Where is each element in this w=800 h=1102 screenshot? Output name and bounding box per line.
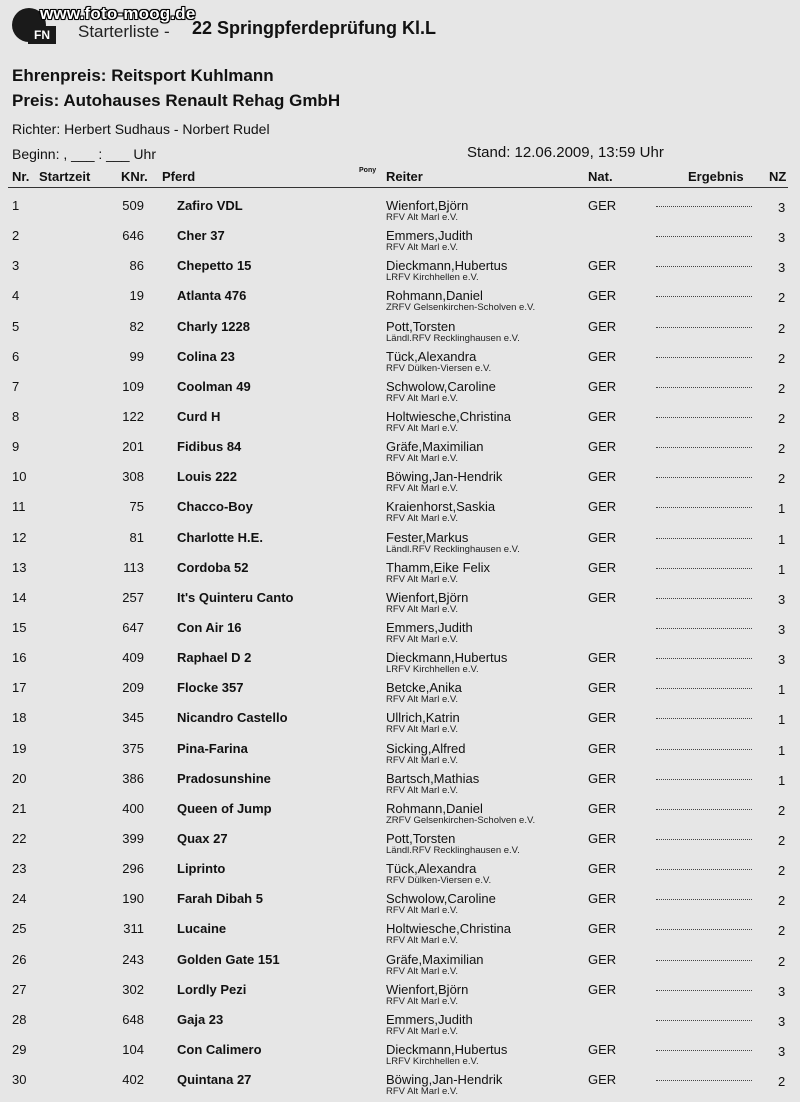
row-nz: 3: [778, 652, 786, 668]
row-nr: 8: [12, 408, 20, 424]
table-row: [0, 650, 800, 680]
row-nz: 3: [778, 1043, 786, 1059]
row-club: RFV Alt Marl e.V.: [386, 995, 458, 1007]
row-result-placeholder: [656, 686, 752, 689]
row-result-placeholder: [656, 445, 752, 448]
row-rider: Fester,Markus: [386, 529, 469, 545]
row-club: RFV Dülken-Viersen e.V.: [386, 362, 492, 374]
row-knr: 86: [129, 258, 144, 274]
row-knr: 209: [122, 680, 144, 696]
row-nz: 3: [778, 200, 786, 215]
stand-timestamp: Stand: 12.06.2009, 13:59 Uhr: [467, 144, 664, 161]
row-nr: 15: [12, 619, 27, 635]
row-knr: 82: [129, 318, 144, 334]
row-horse: Con Air 16: [177, 619, 242, 635]
table-row: [0, 349, 800, 379]
table-row: [0, 439, 800, 469]
row-nr: 24: [12, 891, 27, 907]
row-club: Ländl.RFV Recklinghausen e.V.: [386, 543, 520, 555]
row-knr: 113: [123, 559, 144, 575]
row-result-placeholder: [656, 204, 752, 207]
col-header-knr: KNr.: [121, 169, 148, 184]
row-nr: 23: [12, 861, 27, 877]
row-rider: Schwolow,Caroline: [386, 891, 496, 907]
row-club: RFV Alt Marl e.V.: [386, 1025, 458, 1037]
row-nat: GER: [588, 439, 617, 455]
row-nz: 2: [778, 471, 786, 487]
row-nz: 1: [778, 742, 786, 758]
table-row: [0, 620, 800, 650]
row-horse: Pina-Farina: [177, 740, 248, 756]
row-nat: GER: [588, 499, 617, 515]
row-result-placeholder: [656, 355, 752, 358]
row-rider: Ullrich,Katrin: [386, 710, 460, 726]
row-result-placeholder: [656, 1018, 752, 1021]
row-nz: 2: [778, 350, 786, 366]
row-nr: 16: [12, 650, 27, 666]
row-horse: Pradosunshine: [177, 770, 271, 786]
row-rider: Böwing,Jan-Hendrik: [386, 469, 503, 485]
row-nz: 2: [778, 441, 786, 457]
row-club: RFV Alt Marl e.V.: [386, 603, 458, 615]
row-knr: 75: [129, 499, 144, 515]
row-nr: 26: [12, 951, 27, 967]
col-header-pony: Pony: [359, 167, 377, 174]
row-rider: Emmers,Judith: [386, 619, 473, 635]
row-nz: 2: [778, 410, 786, 426]
col-header-nat: Nat.: [588, 169, 613, 184]
row-rider: Pott,Torsten: [386, 830, 456, 846]
row-rider: Dieckmann,Hubertus: [386, 258, 508, 274]
row-knr: 109: [122, 378, 144, 394]
row-nat: GER: [588, 408, 617, 424]
table-row: [0, 288, 800, 318]
row-club: RFV Dülken-Viersen e.V.: [386, 875, 492, 887]
row-club: RFV Alt Marl e.V.: [386, 724, 458, 736]
row-horse: Louis 222: [177, 469, 237, 485]
table-row: [0, 1012, 800, 1042]
row-result-placeholder: [656, 536, 752, 539]
row-rider: Wienfort,Björn: [386, 981, 469, 997]
row-rider: Emmers,Judith: [386, 1011, 473, 1027]
row-nat: GER: [588, 288, 617, 304]
row-knr: 296: [122, 861, 144, 877]
row-knr: 122: [122, 408, 144, 424]
row-nz: 1: [778, 531, 786, 547]
row-club: ZRFV Gelsenkirchen-Scholven e.V.: [386, 814, 536, 826]
row-knr: 509: [122, 198, 144, 213]
row-result-placeholder: [656, 1048, 752, 1051]
row-knr: 308: [122, 469, 144, 485]
row-nat: GER: [588, 469, 617, 485]
row-nat: GER: [588, 891, 617, 907]
row-nz: 2: [778, 290, 786, 306]
row-nr: 28: [12, 1011, 27, 1027]
row-club: RFV Alt Marl e.V.: [386, 422, 458, 434]
row-rider: Tück,Alexandra: [386, 861, 477, 877]
row-nz: 2: [778, 923, 786, 939]
table-row: [0, 258, 800, 288]
table-row: [0, 530, 800, 560]
row-nr: 9: [12, 439, 20, 455]
row-nr: 25: [12, 921, 27, 937]
row-horse: Quax 27: [177, 830, 228, 846]
row-knr: 648: [122, 1011, 144, 1027]
row-horse: Cordoba 52: [177, 559, 249, 575]
row-nz: 1: [778, 682, 786, 698]
row-nr: 12: [12, 529, 27, 545]
row-nz: 3: [778, 621, 786, 637]
row-knr: 243: [122, 951, 144, 967]
row-rider: Dieckmann,Hubertus: [386, 1041, 508, 1057]
table-row: [0, 861, 800, 891]
row-horse: Quintana 27: [177, 1072, 252, 1088]
table-row: [0, 560, 800, 590]
row-result-placeholder: [656, 294, 752, 297]
table-row: [0, 469, 800, 499]
table-row: [0, 1042, 800, 1072]
row-knr: 201: [122, 439, 144, 455]
row-nat: GER: [588, 710, 617, 726]
row-club: RFV Alt Marl e.V.: [386, 754, 458, 766]
row-horse: Zafiro VDL: [177, 198, 243, 213]
row-nr: 19: [12, 740, 27, 756]
row-club: RFV Alt Marl e.V.: [386, 573, 458, 585]
row-result-placeholder: [656, 927, 752, 930]
page-title: 22 Springpferdeprüfung Kl.L: [192, 18, 437, 38]
row-horse: Chacco-Boy: [177, 499, 253, 515]
row-knr: 646: [122, 228, 144, 244]
header-divider: [8, 187, 788, 188]
row-nz: 1: [778, 501, 786, 517]
row-result-placeholder: [656, 867, 752, 870]
row-nr: 5: [12, 318, 20, 334]
row-result-placeholder: [656, 264, 752, 267]
row-horse: Nicandro Castello: [177, 710, 288, 726]
row-horse: Farah Dibah 5: [177, 891, 263, 907]
begin-time-line: Beginn: , ___ : ___ Uhr: [12, 146, 156, 162]
row-nr: 21: [12, 800, 27, 816]
row-nz: 2: [778, 863, 786, 879]
row-nr: 22: [12, 830, 27, 846]
row-result-placeholder: [656, 1078, 752, 1081]
row-result-placeholder: [656, 385, 752, 388]
table-row: [0, 771, 800, 801]
row-horse: Golden Gate 151: [177, 951, 280, 967]
table-row: [0, 228, 800, 258]
row-club: LRFV Kirchhellen e.V.: [386, 1055, 479, 1067]
row-nz: 1: [778, 561, 786, 577]
table-row: [0, 590, 800, 620]
row-rider: Gräfe,Maximilian: [386, 439, 484, 455]
row-horse: Raphael D 2: [177, 650, 252, 666]
row-rider: Bartsch,Mathias: [386, 770, 480, 786]
table-row: [0, 952, 800, 982]
row-nr: 29: [12, 1041, 27, 1057]
row-nr: 13: [12, 559, 27, 575]
row-result-placeholder: [656, 475, 752, 478]
row-nr: 3: [12, 258, 20, 274]
row-nr: 27: [12, 981, 27, 997]
row-nat: GER: [588, 981, 617, 997]
row-horse: Cher 37: [177, 228, 225, 244]
row-nat: GER: [588, 861, 617, 877]
row-horse: Fidibus 84: [177, 439, 242, 455]
row-horse: Liprinto: [177, 861, 226, 877]
row-rider: Sicking,Alfred: [386, 740, 466, 756]
row-nz: 2: [778, 953, 786, 969]
col-header-pferd: Pferd: [162, 169, 196, 184]
row-nat: GER: [588, 258, 617, 274]
row-nat: GER: [588, 650, 617, 666]
row-knr: 375: [122, 740, 144, 756]
row-rider: Kraienhorst,Saskia: [386, 499, 496, 515]
col-header-nz: NZ: [769, 169, 787, 184]
row-knr: 402: [122, 1072, 144, 1088]
row-knr: 104: [122, 1041, 144, 1057]
table-row: [0, 680, 800, 710]
col-header-startzeit: Startzeit: [39, 169, 91, 184]
row-rider: Rohmann,Daniel: [386, 288, 483, 304]
row-result-placeholder: [656, 897, 752, 900]
row-nz: 2: [778, 380, 786, 396]
row-rider: Betcke,Anika: [386, 680, 462, 696]
row-club: RFV Alt Marl e.V.: [386, 905, 458, 917]
table-row: [0, 319, 800, 349]
row-nz: 2: [778, 832, 786, 848]
row-rider: Schwolow,Caroline: [386, 378, 496, 394]
row-result-placeholder: [656, 837, 752, 840]
table-row: [0, 198, 800, 228]
row-horse: Coolman 49: [177, 378, 251, 394]
row-club: RFV Alt Marl e.V.: [386, 694, 458, 706]
row-rider: Dieckmann,Hubertus: [386, 650, 508, 666]
row-result-placeholder: [656, 325, 752, 328]
row-result-placeholder: [656, 988, 752, 991]
table-row: [0, 891, 800, 921]
row-nat: GER: [588, 198, 617, 213]
row-result-placeholder: [656, 626, 752, 629]
row-club: RFV Alt Marl e.V.: [386, 453, 458, 465]
row-nr: 30: [12, 1072, 27, 1088]
row-club: RFV Alt Marl e.V.: [386, 633, 458, 645]
row-horse: Colina 23: [177, 348, 235, 364]
col-header-reiter: Reiter: [386, 169, 423, 184]
row-nr: 1: [12, 198, 20, 213]
row-club: RFV Alt Marl e.V.: [386, 392, 458, 404]
col-header-ergebnis: Ergebnis: [688, 169, 744, 184]
table-row: [0, 921, 800, 951]
row-club: RFV Alt Marl e.V.: [386, 935, 458, 947]
row-nat: GER: [588, 770, 617, 786]
row-nz: 1: [778, 712, 786, 728]
row-nr: 18: [12, 710, 27, 726]
row-nr: 2: [12, 228, 20, 244]
row-club: RFV Alt Marl e.V.: [386, 513, 458, 525]
row-rider: Tück,Alexandra: [386, 348, 477, 364]
row-horse: It's Quinteru Canto: [177, 589, 294, 605]
row-nat: GER: [588, 1041, 617, 1057]
sponsor-honor-prize: Ehrenpreis: Reitsport Kuhlmann: [12, 66, 274, 85]
col-header-nr: Nr.: [12, 169, 30, 184]
row-nz: 1: [778, 772, 786, 788]
row-rider: Rohmann,Daniel: [386, 800, 483, 816]
row-nr: 7: [12, 378, 20, 394]
row-rider: Thamm,Eike Felix: [386, 559, 491, 575]
row-result-placeholder: [656, 656, 752, 659]
row-knr: 302: [122, 981, 144, 997]
row-nat: GER: [588, 318, 617, 334]
doc-type: Starterliste -: [78, 22, 170, 41]
logo-fn-text: FN: [28, 26, 56, 44]
row-club: LRFV Kirchhellen e.V.: [386, 664, 479, 676]
row-knr: 81: [129, 529, 144, 545]
row-knr: 647: [122, 619, 144, 635]
row-result-placeholder: [656, 566, 752, 569]
judges-line: Richter: Herbert Sudhaus - Norbert Rudel: [12, 121, 270, 137]
row-club: RFV Alt Marl e.V.: [386, 242, 458, 254]
row-club: RFV Alt Marl e.V.: [386, 483, 458, 495]
row-nr: 14: [12, 589, 27, 605]
row-result-placeholder: [656, 747, 752, 750]
row-nat: GER: [588, 800, 617, 816]
row-horse: Lucaine: [177, 921, 227, 937]
row-nat: GER: [588, 348, 617, 364]
sponsor-prize: Preis: Autohauses Renault Rehag GmbH: [12, 91, 341, 110]
row-nz: 3: [778, 983, 786, 999]
table-row: [0, 741, 800, 771]
row-knr: 386: [122, 770, 144, 786]
row-nr: 11: [12, 499, 26, 515]
row-result-placeholder: [656, 716, 752, 719]
row-result-placeholder: [656, 596, 752, 599]
watermark: www.foto-moog.de: [40, 4, 196, 23]
table-row: [0, 801, 800, 831]
row-nr: 10: [12, 469, 27, 485]
row-nz: 2: [778, 802, 786, 818]
row-club: RFV Alt Marl e.V.: [386, 1086, 458, 1098]
row-result-placeholder: [656, 777, 752, 780]
row-result-placeholder: [656, 234, 752, 237]
row-nat: GER: [588, 559, 617, 575]
row-rider: Gräfe,Maximilian: [386, 951, 484, 967]
row-nat: GER: [588, 740, 617, 756]
row-rider: Emmers,Judith: [386, 228, 473, 244]
row-nr: 6: [12, 348, 20, 364]
row-nat: GER: [588, 680, 617, 696]
row-club: ZRFV Gelsenkirchen-Scholven e.V.: [386, 302, 536, 314]
row-club: Ländl.RFV Recklinghausen e.V.: [386, 844, 520, 856]
table-row: [0, 409, 800, 439]
row-nat: GER: [588, 589, 617, 605]
row-knr: 311: [123, 921, 144, 937]
row-horse: Gaja 23: [177, 1011, 224, 1027]
row-nz: 2: [778, 893, 786, 909]
row-knr: 99: [129, 348, 144, 364]
row-knr: 345: [122, 710, 144, 726]
row-nz: 2: [778, 1074, 786, 1090]
row-horse: Charly 1228: [177, 318, 250, 334]
row-nat: GER: [588, 830, 617, 846]
table-row: [0, 379, 800, 409]
row-result-placeholder: [656, 958, 752, 961]
row-rider: Holtwiesche,Christina: [386, 921, 511, 937]
row-club: RFV Alt Marl e.V.: [386, 965, 458, 977]
row-nr: 20: [12, 770, 27, 786]
row-horse: Con Calimero: [177, 1041, 262, 1057]
row-horse: Queen of Jump: [177, 800, 272, 816]
row-knr: 399: [122, 830, 144, 846]
row-nat: GER: [588, 951, 617, 967]
row-nz: 3: [778, 591, 786, 607]
row-club: Ländl.RFV Recklinghausen e.V.: [386, 332, 520, 344]
row-rider: Wienfort,Björn: [386, 198, 469, 213]
row-rider: Pott,Torsten: [386, 318, 456, 334]
row-nr: 17: [12, 680, 27, 696]
row-knr: 409: [122, 650, 144, 666]
row-result-placeholder: [656, 807, 752, 810]
table-row: [0, 831, 800, 861]
row-club: RFV Alt Marl e.V.: [386, 784, 458, 796]
row-club: RFV Alt Marl e.V.: [386, 212, 458, 223]
row-rider: Böwing,Jan-Hendrik: [386, 1072, 503, 1088]
table-row: [0, 710, 800, 740]
row-nat: GER: [588, 378, 617, 394]
page-footer-cutoff: [0, 1096, 160, 1102]
row-horse: Chepetto 15: [177, 258, 252, 274]
row-knr: 190: [122, 891, 144, 907]
row-rider: Holtwiesche,Christina: [386, 408, 511, 424]
row-horse: Charlotte H.E.: [177, 529, 263, 545]
row-knr: 19: [129, 288, 144, 304]
row-result-placeholder: [656, 505, 752, 508]
table-row: [0, 499, 800, 529]
row-horse: Curd H: [177, 408, 221, 424]
row-knr: 400: [122, 800, 144, 816]
row-horse: Flocke 357: [177, 680, 244, 696]
row-nz: 3: [778, 260, 786, 276]
row-result-placeholder: [656, 415, 752, 418]
row-rider: Wienfort,Björn: [386, 589, 469, 605]
row-nat: GER: [588, 529, 617, 545]
row-knr: 257: [122, 589, 144, 605]
row-nr: 4: [12, 288, 20, 304]
row-horse: Lordly Pezi: [177, 981, 247, 997]
row-nat: GER: [588, 921, 617, 937]
row-club: LRFV Kirchhellen e.V.: [386, 272, 479, 284]
row-horse: Atlanta 476: [177, 288, 247, 304]
row-nz: 3: [778, 230, 786, 246]
row-nz: 2: [778, 320, 786, 336]
row-nat: GER: [588, 1072, 617, 1088]
row-nz: 3: [778, 1013, 786, 1029]
table-row: [0, 982, 800, 1012]
